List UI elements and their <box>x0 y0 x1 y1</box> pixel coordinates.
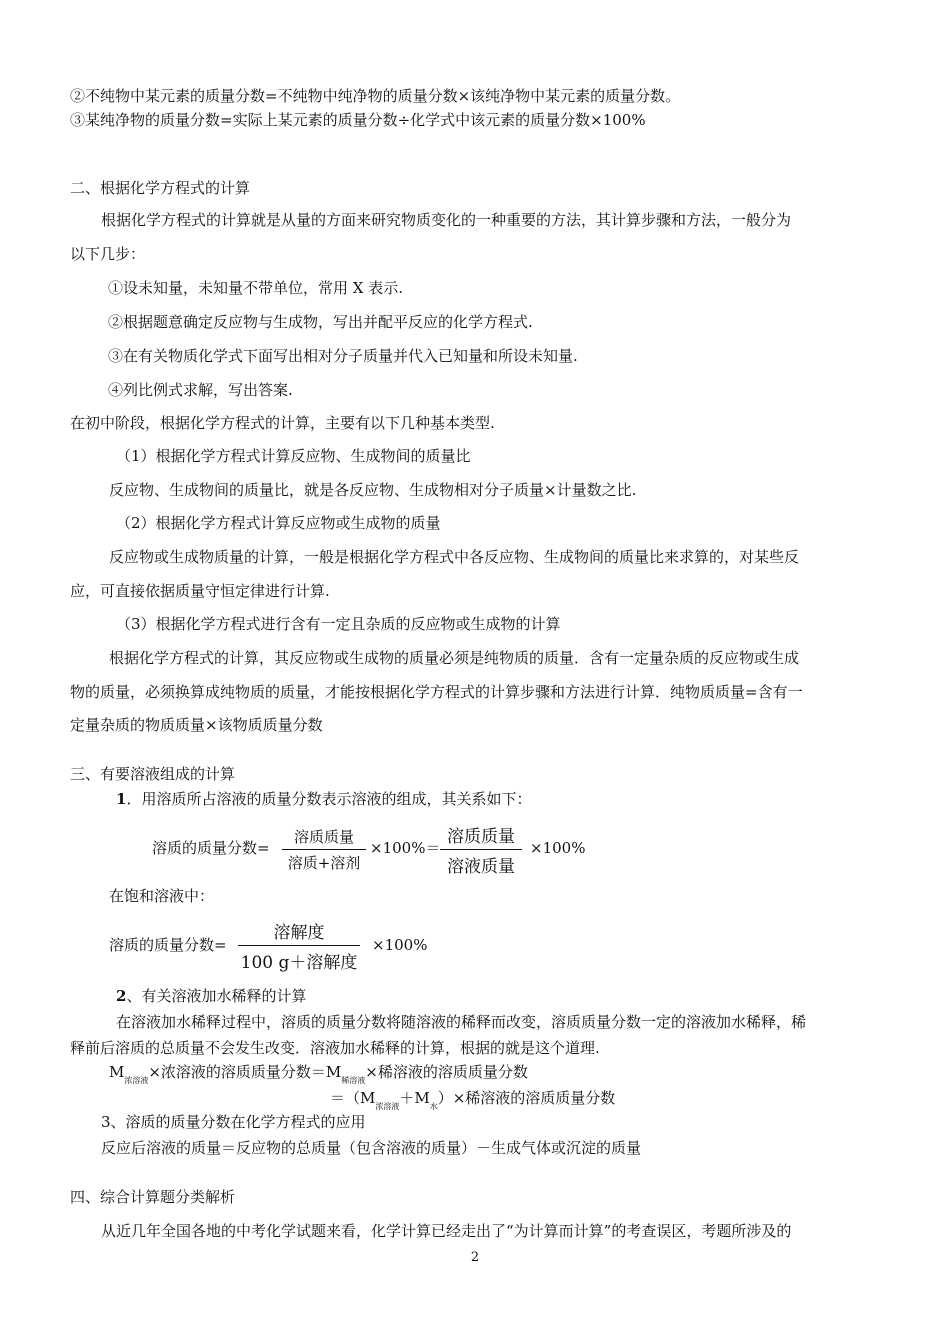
page-number: 2 <box>470 1250 480 1265</box>
fraction <box>440 822 522 877</box>
equation-text: ×稀溶液的溶质质量分数 <box>365 1063 528 1081</box>
section-heading-4: 四、综合计算题分类解析 <box>70 1188 236 1206</box>
subscript: 浓溶液 <box>375 1102 400 1111</box>
fraction <box>282 826 366 873</box>
formula-label: 溶质的质量分数= <box>152 839 270 857</box>
type-heading: （1）根据化学方程式计算反应物、生成物间的质量比 <box>116 447 471 465</box>
paragraph-line: 从近几年全国各地的中考化学试题来看，化学计算已经走出了“为计算而计算”的考查误区，考题所涉及的 <box>101 1222 792 1240</box>
paragraph-line: 定量杂质的物质质量×该物质质量分数 <box>70 716 323 734</box>
equation-symbol: M <box>109 1063 125 1081</box>
fraction-numerator: 溶质质量 <box>440 822 522 850</box>
paragraph-line: 在饱和溶液中： <box>109 887 215 905</box>
step-item: ③在有关物质化学式下面写出相对分子质量并代入已知量和所设未知量. <box>108 347 578 365</box>
step-item: ②根据题意确定反应物与生成物，写出并配平反应的化学方程式. <box>108 313 533 331</box>
paragraph-line: 反应后溶液的质量＝反应物的总质量（包含溶液的质量）－生成气体或沉淀的质量 <box>101 1139 642 1157</box>
equation-text: ＝（M <box>330 1089 376 1107</box>
item-text: 、有关溶液加水稀释的计算 <box>126 987 307 1005</box>
equation-text: ＋M <box>399 1089 430 1107</box>
formula-text: ×100% <box>530 839 586 857</box>
section-heading-3: 三、有要溶液组成的计算 <box>70 765 236 783</box>
type-heading: （3）根据化学方程式进行含有一定且杂质的反应物或生成物的计算 <box>116 615 561 633</box>
item-number: 1 <box>116 790 127 808</box>
paragraph-line: 物的质量，必须换算成纯物质的质量，才能按根据化学方程式的计算步骤和方法进行计算．纯物质质量=含有一 <box>70 683 803 701</box>
subscript: 浓溶液 <box>124 1076 149 1085</box>
equation-text: ×浓溶液的溶质质量分数＝M <box>148 1063 342 1081</box>
equation-line <box>109 1062 528 1085</box>
paragraph-line: 根据化学方程式的计算，其反应物或生成物的质量必须是纯物质的质量．含有一定量杂质的反应物或生成 <box>109 649 800 667</box>
equation-line <box>330 1088 615 1111</box>
formula-label: 溶质的质量分数= <box>109 936 227 954</box>
step-item: ④列比例式求解，写出答案. <box>108 381 293 399</box>
paragraph-line: 根据化学方程式的计算就是从量的方面来研究物质变化的一种重要的方法，其计算步骤和方法，一般分为 <box>101 211 792 229</box>
paragraph-line: 应，可直接依据质量守恒定律进行计算. <box>70 582 330 600</box>
numbered-item: 3、溶质的质量分数在化学方程式的应用 <box>101 1113 366 1131</box>
formula-text: ×100%＝ <box>370 839 441 857</box>
paragraph-line: 反应物或生成物质量的计算，一般是根据化学方程式中各反应物、生成物间的质量比来求算的，对某些反 <box>109 548 800 566</box>
numbered-item <box>116 789 531 809</box>
formula-text: ×100% <box>372 936 428 954</box>
fraction-numerator: 溶质质量 <box>282 826 366 850</box>
step-item: ①设未知量，未知量不带单位，常用 X 表示. <box>108 279 403 297</box>
paragraph-line: 释前后溶质的总质量不会发生改变．溶液加水稀释的计算，根据的就是这个道理. <box>70 1039 600 1057</box>
type-heading: （2）根据化学方程式计算反应物或生成物的质量 <box>116 514 441 532</box>
fraction-denominator: 溶液质量 <box>447 857 515 877</box>
numbered-item <box>116 986 306 1006</box>
subscript: 稀溶液 <box>341 1076 366 1085</box>
item-text: ．用溶质所占溶液的质量分数表示溶液的组成，其关系如下： <box>126 790 532 808</box>
paragraph-line: 以下几步： <box>70 245 146 263</box>
paragraph-line: 在溶液加水稀释过程中，溶质的质量分数将随溶液的稀释而改变，溶质质量分数一定的溶液加水稀释，稀 <box>116 1013 807 1031</box>
fraction-numerator: 溶解度 <box>238 918 360 946</box>
paragraph-line: 在初中阶段，根据化学方程式的计算，主要有以下几种基本类型. <box>70 414 495 432</box>
fraction-denominator: 100 g＋溶解度 <box>240 953 358 973</box>
paragraph-line: 反应物、生成物间的质量比，就是各反应物、生成物相对分子质量×计量数之比. <box>109 481 637 499</box>
subscript: 水 <box>429 1102 438 1111</box>
text-line: ②不纯物中某元素的质量分数=不纯物中纯净物的质量分数×该纯净物中某元素的质量分数。 <box>70 87 681 105</box>
fraction <box>238 918 360 973</box>
fraction-denominator: 溶质+溶剂 <box>287 854 361 872</box>
section-heading-2: 二、根据化学方程式的计算 <box>70 179 251 197</box>
text-line: ③某纯净物的质量分数=实际上某元素的质量分数÷化学式中该元素的质量分数×100% <box>70 111 646 129</box>
item-number: 2 <box>116 987 127 1005</box>
equation-text: ）×稀溶液的溶质质量分数 <box>437 1089 616 1107</box>
